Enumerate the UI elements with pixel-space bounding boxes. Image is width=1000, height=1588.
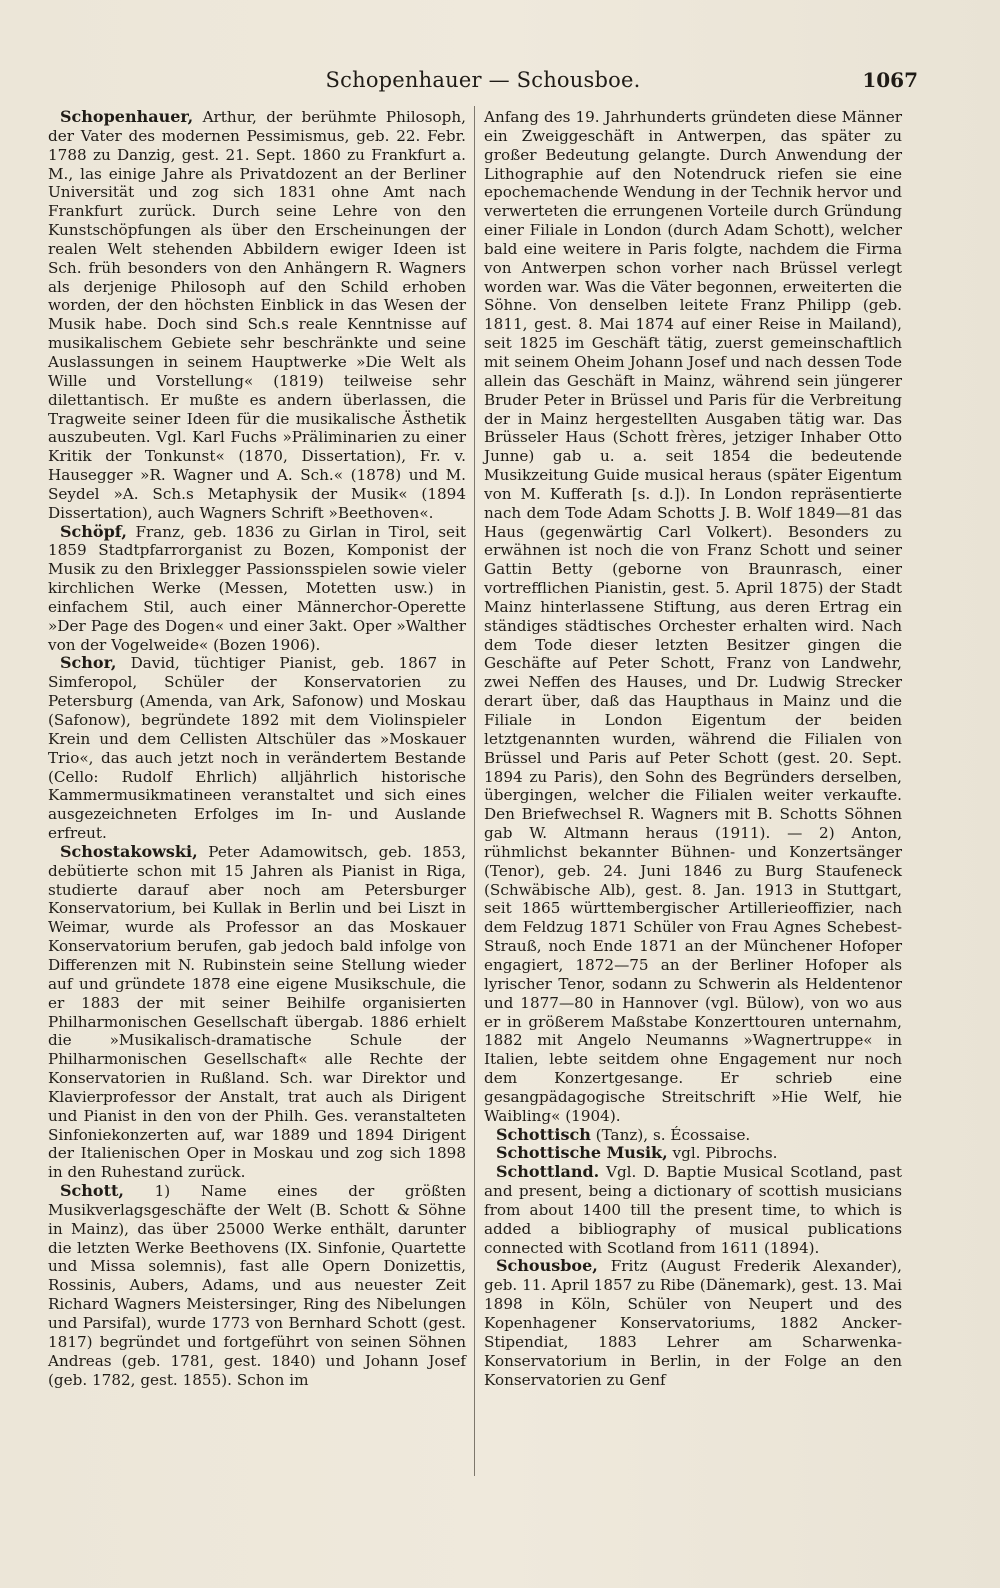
headword: Schousboe, [496, 1256, 598, 1276]
left-column [48, 108, 466, 1389]
right-column [484, 108, 902, 1389]
entry-schottische-musik [484, 1144, 902, 1163]
headword: Schottisch [496, 1124, 591, 1144]
entry-text: vgl. Pibrochs. [667, 1144, 778, 1163]
entry-schoepf [48, 523, 466, 655]
headword: Schott, [60, 1181, 124, 1201]
headword: Schopenhauer, [60, 107, 194, 126]
entry-schousboe [484, 1257, 902, 1389]
running-head: Schopenhauer — Schousboe. [325, 68, 641, 92]
entry-schopenhauer [48, 108, 466, 523]
page-header [48, 68, 918, 100]
entry-schott [48, 1182, 466, 1389]
entry-text: Vgl. D. Baptie Musical Scotland, past and present, being a dictionary of scottish musicians from about 1400 till the present time, to which is added a bibliography of musical publications connected with Scotland from 1611 (1894). [484, 1163, 902, 1257]
entry-schottland [484, 1163, 902, 1257]
headword: Schottische Musik, [496, 1143, 668, 1163]
entry-text: Franz, geb. 1836 zu Girlan in Tirol, seit 1859 Stadtpfarrorganist zu Bozen, Komponist der Musik zu den Brixlegger Passionsspielen sowie vieler kirchlichen Werke (Messen, Motetten usw.) in einfachem Stil, auch einer Männerchor-Operette »Der Page des Dogen« und einer 3akt. Oper »Walther von der Vogelweide« (Bozen 1906). [48, 522, 466, 654]
entry-schostakowski [48, 843, 466, 1182]
column-divider [474, 106, 475, 1476]
page-number: 1067 [862, 68, 918, 92]
entry-text: Fritz (August Frederik Alexander), geb. 11. April 1857 zu Ribe (Dänemark), gest. 13. Mai 1898 in Köln, Schüler von Neupert und des Kopenhagener Konservatoriums, 1882 Ancker-Stipendiat, 1883 Lehrer am Scharwenka-Konservatorium in Berlin, in der Folge an den Konservatorien zu Genf [484, 1257, 902, 1389]
headword: Schottland. [496, 1162, 600, 1182]
entry-text: (Tanz), s. Écossaise. [590, 1125, 751, 1144]
entry-schor [48, 654, 466, 842]
entry-text: David, tüchtiger Pianist, geb. 1867 in Simferopol, Schüler der Konservatorien zu Petersburg (Amenda, van Ark, Safonow) und Moskau (Safonow), begründete 1892 mit dem Violinspieler Krein und dem Cellisten Altschüler das »Moskauer Trio«, das auch jetzt noch in verändertem Bestande (Cello: Rudolf Ehrlich) alljährlich historische Kammermusikmatineen veranstaltet und sich eines ausgezeichneten Erfolges im In- und Auslande erfreut. [48, 654, 466, 843]
headword: Schor, [60, 653, 117, 673]
entry-text: 1) Name eines der größten Musikverlagsgeschäfte der Welt (B. Schott & Söhne in Mainz), das über 25000 Werke enthält, darunter die letzten Werke Beethovens (IX. Sinfonie, Quartette und Missa solemnis), fast alle Opern Donizettis, Rossinis, Aubers, Adams, und aus neuester Zeit Richard Wagners Meistersinger, Ring des Nibelungen und Parsifal), wurde 1773 von Bernhard Schott (gest. 1817) begründet und fortgeführt von seinen Söhnen Andreas (geb. 1781, gest. 1840) und Johann Josef (geb. 1782, gest. 1855). Schon im [48, 1182, 466, 1389]
entry-text: Anfang des 19. Jahrhunderts gründeten diese Männer ein Zweiggeschäft in Antwerpen, das später zu großer Bedeutung gelangte. Durch Anwendung der Lithographie auf den Notendruck riefen sie eine epochemachende Wendung in der Technik hervor und verwerteten die errungenen Vorteile durch Gründung einer Filiale in London (durch Adam Schott), welcher bald eine weitere in Paris folgte, nachdem die Firma von Antwerpen schon vorher nach Brüssel verlegt worden war. Was die Väter begonnen, erweiterten die Söhne. Von denselben leitete Franz Philipp (geb. 1811, gest. 8. Mai 1874 auf einer Reise in Mailand), seit 1825 im Geschäft tätig, zuerst gemeinschaftlich mit seinem Oheim Johann Josef und nach dessen Tode allein das Geschäft in Mainz, während sein jüngerer Bruder Peter in Brüssel und Paris für die Verbreitung der in Mainz hergestellten Ausgaben tätig war. Das Brüsseler Haus (Schott frères, jetziger Inhaber Otto Junne) gab u. a. seit 1854 die bedeutende Musikzeitung Guide musical heraus (später Eigentum von M. Kufferath [s. d.]). In London repräsentierte nach dem Tode Adam Schotts J. B. Wolf 1849—81 das Haus (gegenwärtig Carl Volkert). Besonders zu erwähnen ist noch die von Franz Schott und seiner Gattin Betty (geborne von Braunrasch, einer vortrefflichen Pianistin, gest. 5. April 1875) der Stadt Mainz hinterlassene Stiftung, aus deren Ertrag ein ständiges städtisches Orchester erhalten wird. Nach dem Tode dieser letzten Besitzer gingen die Geschäfte auf Peter Schott, Franz von Landwehr, zwei Neffen des Hauses, und Dr. Ludwig Strecker derart über, daß das Haupthaus in Mainz und die Filiale in London Eigentum der beiden letztgenannten wurden, während die Filialen von Brüssel und Paris auf Peter Schott (gest. 20. Sept. 1894 zu Paris), den Sohn des Begründers derselben, übergingen, welcher die Filialen weiter verkaufte. Den Briefwechsel R. Wagners mit B. Schotts Söhnen gab W. Altmann heraus (1911). — 2) Anton, rühmlichst bekannter Bühnen- und Konzertsänger (Tenor), geb. 24. Juni 1846 zu Burg Staufeneck (Schwäbische Alb), gest. 8. Jan. 1913 in Stuttgart, seit 1865 württembergischer Artillerieoffizier, nach dem Feldzug 1871 Schüler von Frau Agnes Schebest-Strauß, noch Ende 1871 an der Münchener Hofoper engagiert, 1872—75 an der Berliner Hofoper als lyrischer Tenor, sodann zu Schwerin als Heldentenor und 1877—80 in Hannover (vgl. Bülow), von wo aus er in größerem Maßstabe Konzerttouren unternahm, 1882 mit Angelo Neumanns »Wagnertruppe« in Italien, lebte seitdem ohne Engagement nur noch dem Konzertgesange. Er schrieb eine gesangpädagogische Streitschrift »Hie Welf, hie Waibling« (1904). [484, 108, 902, 1125]
entry-text: Arthur, der berühmte Philosoph, der Vater des modernen Pessimismus, geb. 22. Febr. 1788 zu Danzig, gest. 21. Sept. 1860 zu Frankfurt a. M., las einige Jahre als Privatdozent an der Berliner Universität und zog sich 1831 ohne Amt nach Frankfurt zurück. Durch seine Lehre von den Kunstschöpfungen als über den Erscheinungen der realen Welt stehenden Abbildern ewiger Ideen ist Sch. früh besonders von den Anhängern R. Wagners als derjenige Philosoph auf den Schild erhoben worden, der den höchsten Einblick in das Wesen der Musik habe. Doch sind Sch.s reale Kenntnisse auf musikalischem Gebiete sehr beschränkte und seine Auslassungen in seinem Hauptwerke »Die Welt als Wille und Vorstellung« (1819) teilweise sehr dilettantisch. Er mußte es andern überlassen, die Tragweite seiner Ideen für die musikalische Ästhetik auszubeuten. Vgl. Karl Fuchs »Präliminarien zu einer Kritik der Tonkunst« (1870, Dissertation), Fr. v. Hausegger »R. Wagner und A. Sch.« (1878) und M. Seydel »A. Sch.s Metaphysik der Musik« (1894 Dissertation), auch Wagners Schrift »Beethoven«. [48, 108, 466, 522]
headword: Schöpf, [60, 521, 127, 541]
headword: Schostakowski, [60, 841, 198, 861]
entry-schottisch [484, 1126, 902, 1145]
entry-schott-continued [484, 108, 902, 1126]
entry-text: Peter Adamowitsch, geb. 1853, debütierte schon mit 15 Jahren als Pianist in Riga, studierte darauf aber noch am Petersburger Konservatorium, bei Kullak in Berlin und bei Liszt in Weimar, wurde als Professor an das Moskauer Konservatorium berufen, gab jedoch bald infolge von Differenzen mit N. Rubinstein seine Stellung wieder auf und gründete 1878 eine eigene Musikschule, die er 1883 der mit seiner Beihilfe organisierten Philharmonischen Gesellschaft übergab. 1886 erhielt die »Musikalisch-dramatische Schule der Philharmonischen Gesellschaft« alle Rechte der Konservatorien in Rußland. Sch. war Direktor und Klavierprofessor der Anstalt, trat auch als Dirigent und Pianist in den von der Philh. Ges. veranstalteten Sinfoniekonzerten auf, war 1889 und 1894 Dirigent der Italienischen Oper in Moskau und zog sich 1898 in den Ruhestand zurück. [48, 842, 466, 1182]
